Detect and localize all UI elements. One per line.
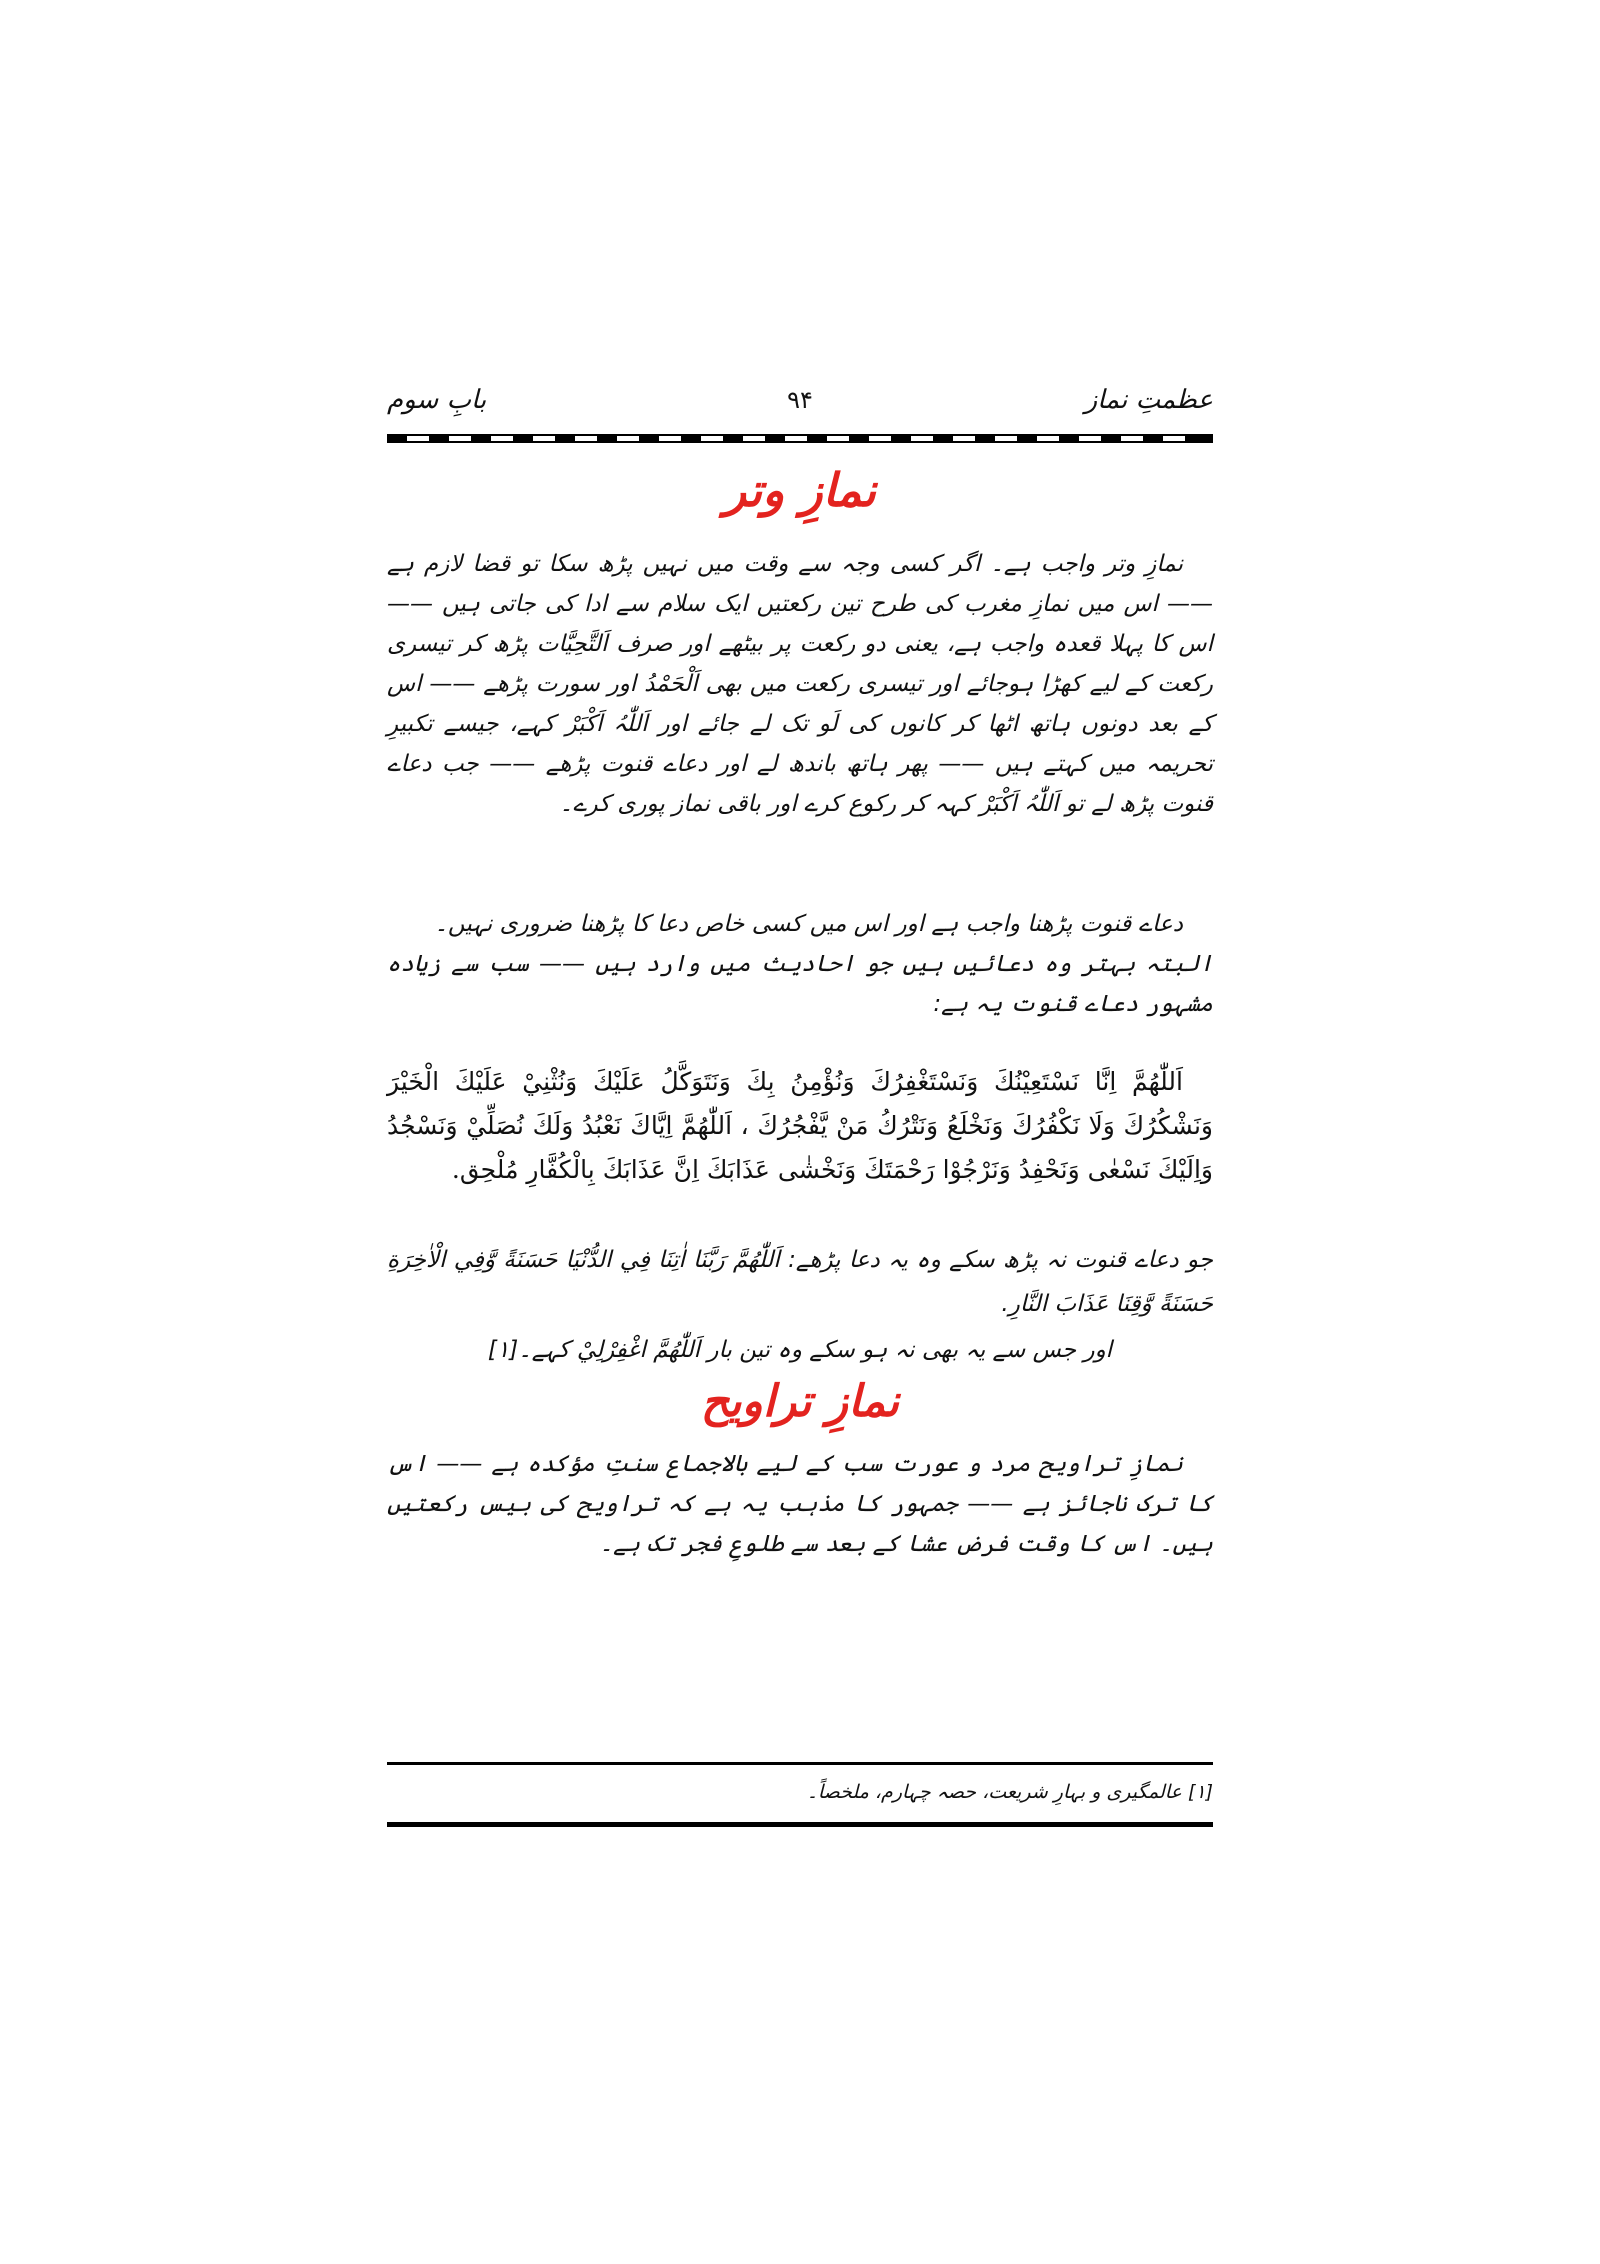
- book-page: [387, 372, 1213, 1832]
- ruler-dash: [743, 436, 765, 441]
- paragraph-text: البتہ بہتر وہ دعائیں ہیں جو احادیث میں وارد ہیں —— سب سے زیادہ مشہور دعاے قنوت یہ ہے:: [387, 951, 1213, 1017]
- paragraph-alternate-dua: [387, 1238, 1213, 1326]
- header-dashed-rule: [387, 434, 1213, 443]
- ruler-dash: [1163, 436, 1185, 441]
- paragraph-text: اور جس سے یہ بھی نہ ہو سکے وہ تین بار اَللّٰهُمَّ اغْفِرْلِيْ کہے۔[۱]: [487, 1337, 1113, 1363]
- ruler-dash: [995, 436, 1017, 441]
- page-number: ۹۴: [787, 386, 813, 414]
- ruler-dash: [1121, 436, 1143, 441]
- section-heading-taraweeh: نمازِ تراویح: [700, 1376, 900, 1427]
- paragraph-text: دعاے قنوت پڑھنا واجب ہے اور اس میں کسی خاص دعا کا پڑھنا ضروری نہیں۔: [434, 911, 1183, 937]
- dua-qunut-arabic: [387, 1060, 1213, 1192]
- paragraph-text: نمازِ تراویح مرد و عورت سب کے لیے بالاجماع سنتِ مؤکدہ ہے —— اس کا ترک ناجائز ہے —— جمہور کا مذہب یہ ہے کہ تراویح کی بیس رکعتیں ہیں۔ اس کا وقت فرض عشا کے بعد سے طلوعِ فجر تک ہے۔: [387, 1451, 1213, 1557]
- ruler-dash: [953, 436, 975, 441]
- ruler-dash: [617, 436, 639, 441]
- ruler-dash: [659, 436, 681, 441]
- section-heading-witr: نمازِ وتر: [723, 463, 877, 517]
- paragraph-text: جو دعاے قنوت نہ پڑھ سکے وہ یہ دعا پڑھے: اَللّٰهُمَّ رَبَّنَا اٰتِنَا فِي الدُّنْيَا حَسَنَةً وَّفِي الْاٰخِرَةِ حَسَنَةً وَّقِنَا عَذَابَ النَّارِ.: [387, 1247, 1213, 1317]
- ruler-dash: [449, 436, 471, 441]
- ruler-dash: [491, 436, 513, 441]
- ruler-dash: [1079, 436, 1101, 441]
- book-title: عظمتِ نماز: [1084, 385, 1213, 415]
- ruler-dash: [533, 436, 555, 441]
- footnote: [۱] عالمگیری و بہارِ شریعت، حصہ چہارم، ملخصاً۔: [806, 1781, 1213, 1803]
- paragraph-qunut-wajib: [387, 904, 1213, 944]
- chapter-label: بابِ سوم: [387, 385, 487, 415]
- ruler-dash: [785, 436, 807, 441]
- ruler-dash: [827, 436, 849, 441]
- ruler-dash: [911, 436, 933, 441]
- page-bottom-rule: [387, 1822, 1213, 1827]
- running-head: [387, 372, 1213, 428]
- dua-text: اَللّٰهُمَّ اِنَّا نَسْتَعِيْنُكَ وَنَسْتَغْفِرُكَ وَنُؤْمِنُ بِكَ وَنَتَوَكَّلُ عَلَيْكَ وَنُثْنِيْ عَلَيْكَ الْخَيْرَ وَنَشْكُرُكَ وَلَا نَكْفُرُكَ وَنَخْلَعُ وَنَتْرُكُ مَنْ يَّفْجُرُكَ ، اَللّٰهُمَّ اِيَّاكَ نَعْبُدُ وَلَكَ نُصَلِّيْ وَنَسْجُدُ وَاِلَيْكَ نَسْعٰى وَنَحْفِدُ وَنَرْجُوْا رَحْمَتَكَ وَنَخْشٰى عَذَابَكَ اِنَّ عَذَابَكَ بِالْكُفَّارِ مُلْحِق.: [387, 1067, 1213, 1184]
- ruler-dash: [701, 436, 723, 441]
- ruler-dash: [575, 436, 597, 441]
- paragraph-taraweeh: [387, 1444, 1213, 1564]
- ruler-dash: [869, 436, 891, 441]
- ruler-dash: [407, 436, 429, 441]
- paragraph-witr-rules: [387, 544, 1213, 824]
- paragraph-qunut-intro: [387, 944, 1213, 1024]
- footnote-separator-rule: [387, 1762, 1213, 1765]
- paragraph-istighfar: [387, 1330, 1213, 1370]
- ruler-dash: [1037, 436, 1059, 441]
- paragraph-text: نمازِ وتر واجب ہے۔ اگر کسی وجہ سے وقت میں نہیں پڑھ سکا تو قضا لازم ہے —— اس میں نمازِ مغرب کی طرح تین رکعتیں ایک سلام سے ادا کی جاتی ہیں —— اس کا پہلا قعدہ واجب ہے، یعنی دو رکعت پر بیٹھے اور صرف اَلتَّحِیَّات پڑھ کر تیسری رکعت کے لیے کھڑا ہوجائے اور تیسری رکعت میں بھی اَلْحَمْدُ اور سورت پڑھے —— اس کے بعد دونوں ہاتھ اٹھا کر کانوں کی لَو تک لے جائے اور اَللّٰہُ اَکْبَرْ کہے، جیسے تکبیرِ تحریمہ میں کہتے ہیں —— پھر ہاتھ باندھ لے اور دعاے قنوت پڑھے —— جب دعاے قنوت پڑھ لے تو اَللّٰہُ اَکْبَرْ کہہ کر رکوع کرے اور باقی نماز پوری کرے۔: [387, 551, 1213, 817]
